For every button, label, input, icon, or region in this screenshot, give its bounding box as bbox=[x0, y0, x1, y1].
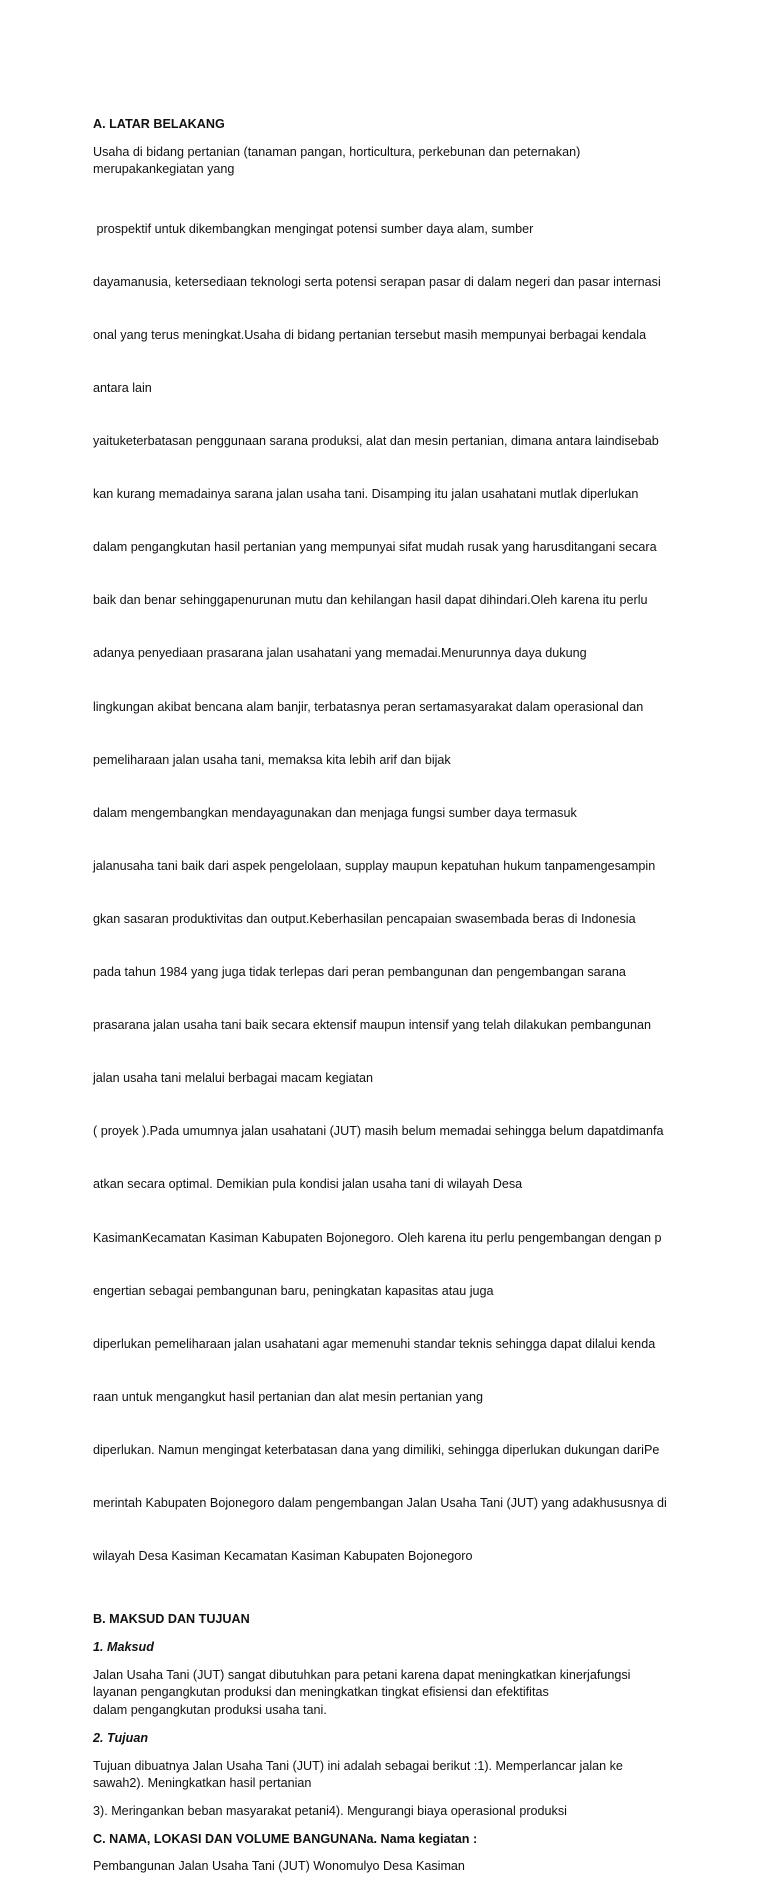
text-line: prasarana jalan usaha tani baik secara ektensif maupun intensif yang telah dilakukan pembangunan bbox=[93, 1018, 651, 1033]
text-line: dayamanusia, ketersediaan teknologi serta potensi serapan pasar di dalam negeri dan pasar internasi bbox=[93, 274, 661, 289]
text-line: jalan usaha tani melalui berbagai macam kegiatan bbox=[93, 1071, 374, 1086]
text-line: prospektif untuk dikembangkan mengingat potensi sumber daya alam, sumber bbox=[93, 221, 534, 236]
text-line: 3). Meringankan beban masyarakat petani4). Mengurangi biaya operasional produksi bbox=[93, 1803, 567, 1818]
text-line: Usaha di bidang pertanian (tanaman pangan, horticultura, perkebunan dan peternakan) bbox=[93, 144, 581, 159]
text-line: Jalan Usaha Tani (JUT) sangat dibutuhkan para petani karena dapat meningkatkan kinerjafungsi bbox=[93, 1667, 631, 1682]
text-line: dalam mengembangkan mendayagunakan dan menjaga fungsi sumber daya termasuk bbox=[93, 805, 577, 820]
text-line: dalam pengangkutan produksi usaha tani. bbox=[93, 1703, 327, 1718]
text-line: gkan sasaran produktivitas dan output.Keberhasilan pencapaian swasembada beras di Indonesia bbox=[93, 911, 636, 926]
section-a-paragraph-1 bbox=[93, 144, 677, 179]
text-line: pemeliharaan jalan usaha tani, memaksa kita lebih arif dan bijak bbox=[93, 752, 451, 767]
text-line: kan kurang memadainya sarana jalan usaha tani. Disamping itu jalan usahatani mutlak diperlukan bbox=[93, 487, 639, 502]
tujuan-subheading: 2. Tujuan bbox=[93, 1730, 149, 1745]
text-line: Pembangunan Jalan Usaha Tani (JUT) Wonomulyo Desa Kasiman bbox=[93, 1859, 465, 1874]
text-line: atkan secara optimal. Demikian pula kondisi jalan usaha tani di wilayah Desa bbox=[93, 1177, 523, 1192]
text-line: adanya penyediaan prasarana jalan usahatani yang memadai.Menurunnya daya dukung bbox=[93, 646, 587, 661]
section-a-heading: A. LATAR BELAKANG bbox=[93, 117, 225, 131]
tujuan-paragraph-2 bbox=[93, 1803, 677, 1821]
text-line: baik dan benar sehinggapenurunan mutu dan kehilangan hasil dapat dihindari.Oleh karena itu perlu bbox=[93, 593, 648, 608]
text-line: yaituketerbatasan penggunaan sarana produksi, alat dan mesin pertanian, dimana antara laindisebab bbox=[93, 433, 659, 448]
text-line: merupakankegiatan yang bbox=[93, 162, 235, 177]
maksud-paragraph bbox=[93, 1667, 677, 1720]
text-line: antara lain bbox=[93, 380, 152, 395]
text-line: ( proyek ).Pada umumnya jalan usahatani (JUT) masih belum memadai sehingga belum dapatdimanfa bbox=[93, 1124, 664, 1139]
text-line: onal yang terus meningkat.Usaha di bidang pertanian tersebut masih mempunyai berbagai kendala bbox=[93, 327, 647, 342]
tujuan-paragraph-1 bbox=[93, 1758, 677, 1793]
document-page bbox=[93, 116, 677, 1886]
text-line: sawah2). Meningkatkan hasil pertanian bbox=[93, 1776, 312, 1791]
text-line: Tujuan dibuatnya Jalan Usaha Tani (JUT) ini adalah sebagai berikut :1). Memperlancar jalan ke bbox=[93, 1758, 623, 1773]
text-line: diperlukan pemeliharaan jalan usahatani agar memenuhi standar teknis sehingga dapat dilalui kenda bbox=[93, 1336, 656, 1351]
text-line: dalam pengangkutan hasil pertanian yang mempunyai sifat mudah rusak yang harusditangani secara bbox=[93, 540, 657, 555]
section-c-paragraph bbox=[93, 1858, 677, 1876]
text-line: layanan pengangkutan produksi dan meningkatkan tingkat efisiensi dan efektifitas bbox=[93, 1685, 549, 1700]
text-line: raan untuk mengangkut hasil pertanian dan alat mesin pertanian yang bbox=[93, 1389, 483, 1404]
maksud-subheading: 1. Maksud bbox=[93, 1640, 154, 1655]
section-b-heading: B. MAKSUD DAN TUJUAN bbox=[93, 1612, 250, 1627]
section-a-paragraph-2 bbox=[93, 185, 677, 1601]
text-line: merintah Kabupaten Bojonegoro dalam pengembangan Jalan Usaha Tani (JUT) yang adakhususnya di bbox=[93, 1496, 667, 1511]
text-line: jalanusaha tani baik dari aspek pengelolaan, supplay maupun kepatuhan hukum tanpamengesampin bbox=[93, 858, 656, 873]
text-line: lingkungan akibat bencana alam banjir, terbatasnya peran sertamasyarakat dalam operasional dan bbox=[93, 699, 644, 714]
text-line: wilayah Desa Kasiman Kecamatan Kasiman Kabupaten Bojonegoro bbox=[93, 1549, 473, 1564]
section-c-heading: C. NAMA, LOKASI DAN VOLUME BANGUNANa. Nama kegiatan : bbox=[93, 1831, 478, 1846]
text-line: KasimanKecamatan Kasiman Kabupaten Bojonegoro. Oleh karena itu perlu pengembangan dengan p bbox=[93, 1230, 662, 1245]
text-line: pada tahun 1984 yang juga tidak terlepas dari peran pembangunan dan pengembangan sarana bbox=[93, 965, 626, 980]
text-line: diperlukan. Namun mengingat keterbatasan dana yang dimiliki, sehingga diperlukan dukungan dariPe bbox=[93, 1443, 660, 1458]
text-line: engertian sebagai pembangunan baru, peningkatan kapasitas atau juga bbox=[93, 1283, 494, 1298]
